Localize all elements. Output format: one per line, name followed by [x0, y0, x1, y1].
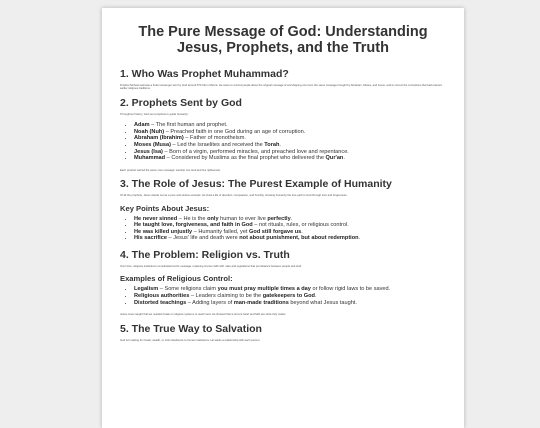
section-2-heading: 2. Prophets Sent by God — [120, 96, 242, 109]
list-item: • Legalism – Some religions claim you must pray multiple times a day or follow rigid laws to be saved. — [134, 286, 446, 293]
prophets-list — [120, 122, 446, 162]
section-1 — [120, 68, 446, 91]
document-page — [102, 8, 464, 428]
section-4-heading: 4. The Problem: Religion vs. Truth — [120, 248, 290, 261]
section-3-heading: 3. The Role of Jesus: The Purest Example of Humanity — [120, 178, 392, 191]
title-line-1: The Pure Message of God: Understanding — [138, 24, 428, 40]
list-item: • Religious authorities – Leaders claiming to be the gatekeepers to God. — [134, 293, 446, 300]
section-4 — [120, 249, 446, 317]
section-3-paragraph: Of all the prophets, Jesus stands out as a pure and sinless example. He lived a life of devotion, compassion, and humility, showing humanity the true path to God through love and forgiveness. — [120, 194, 348, 198]
section-3 — [120, 178, 446, 242]
section-4-outro: Jesus never taught that we needed rituals or religious systems to reach God. He showed that a sincere heart and faith are what truly matter. — [120, 313, 287, 317]
jesus-points-list — [120, 216, 446, 242]
section-5-heading: 5. The True Way to Salvation — [120, 322, 262, 335]
list-item: • He taught love, forgiveness, and faith in God – not rituals, rules, or religious control. — [134, 222, 446, 229]
list-item: • Noah (Nuh) – Preached faith in one God during an age of corruption. — [134, 129, 446, 136]
list-item: • Abraham (Ibrahim) – Father of monotheism. — [134, 135, 446, 142]
list-item: • Distorted teachings – Adding layers of man-made traditions beyond what Jesus taught. — [134, 300, 446, 307]
list-item: • He never sinned – He is the only human to ever live perfectly. — [134, 216, 446, 223]
list-item: • His sacrifice – Jesus' life and death were not about punishment, but about redemption. — [134, 235, 446, 242]
list-item: • Adam – The first human and prophet. — [134, 122, 446, 129]
section-1-heading: 1. Who Was Prophet Muhammad? — [120, 68, 289, 80]
list-item: • Muhammad – Considered by Muslims as the final prophet who delivered the Qur'an. — [134, 155, 446, 162]
title-line-2: Jesus, Prophets, and the Truth — [177, 40, 389, 56]
section-5 — [120, 323, 446, 342]
section-2-outro: Each prophet carried the same core message: worship one God and live righteously. — [120, 168, 221, 172]
list-item: • He was killed unjustly – Humanity failed, yet God still forgave us. — [134, 229, 446, 236]
page-title — [120, 24, 446, 56]
section-4-paragraph: Over time, religious institutions complicated God's message, replacing sincere faith with rules and regulations that put distance between people and God. — [120, 264, 302, 268]
section-3-subheading: Key Points About Jesus: — [120, 203, 210, 213]
religious-control-list — [120, 286, 446, 306]
section-1-paragraph: Prophet Muhammad was a final messenger sent by God around 570 CE in Mecca. He came to remind people about the original message of worshipping one God, the same message brought by Abraham, Moses, and Jesus, and to correct the corruptions that had entered earlier religious traditions. — [120, 84, 442, 91]
section-4-subheading: Examples of Religious Control: — [120, 274, 233, 284]
section-2-intro: Throughout history, God sent prophets to guide humanity: — [120, 112, 189, 116]
list-item: • Jesus (Isa) – Born of a virgin, performed miracles, and preached love and repentance. — [134, 149, 446, 156]
list-item: • Moses (Musa) – Led the Israelites and received the Torah. — [134, 142, 446, 149]
section-5-paragraph: God isn't asking for rituals, wealth, or strict obedience to human institutions. He wants a relationship with each person. — [120, 338, 261, 342]
section-2 — [120, 97, 446, 172]
